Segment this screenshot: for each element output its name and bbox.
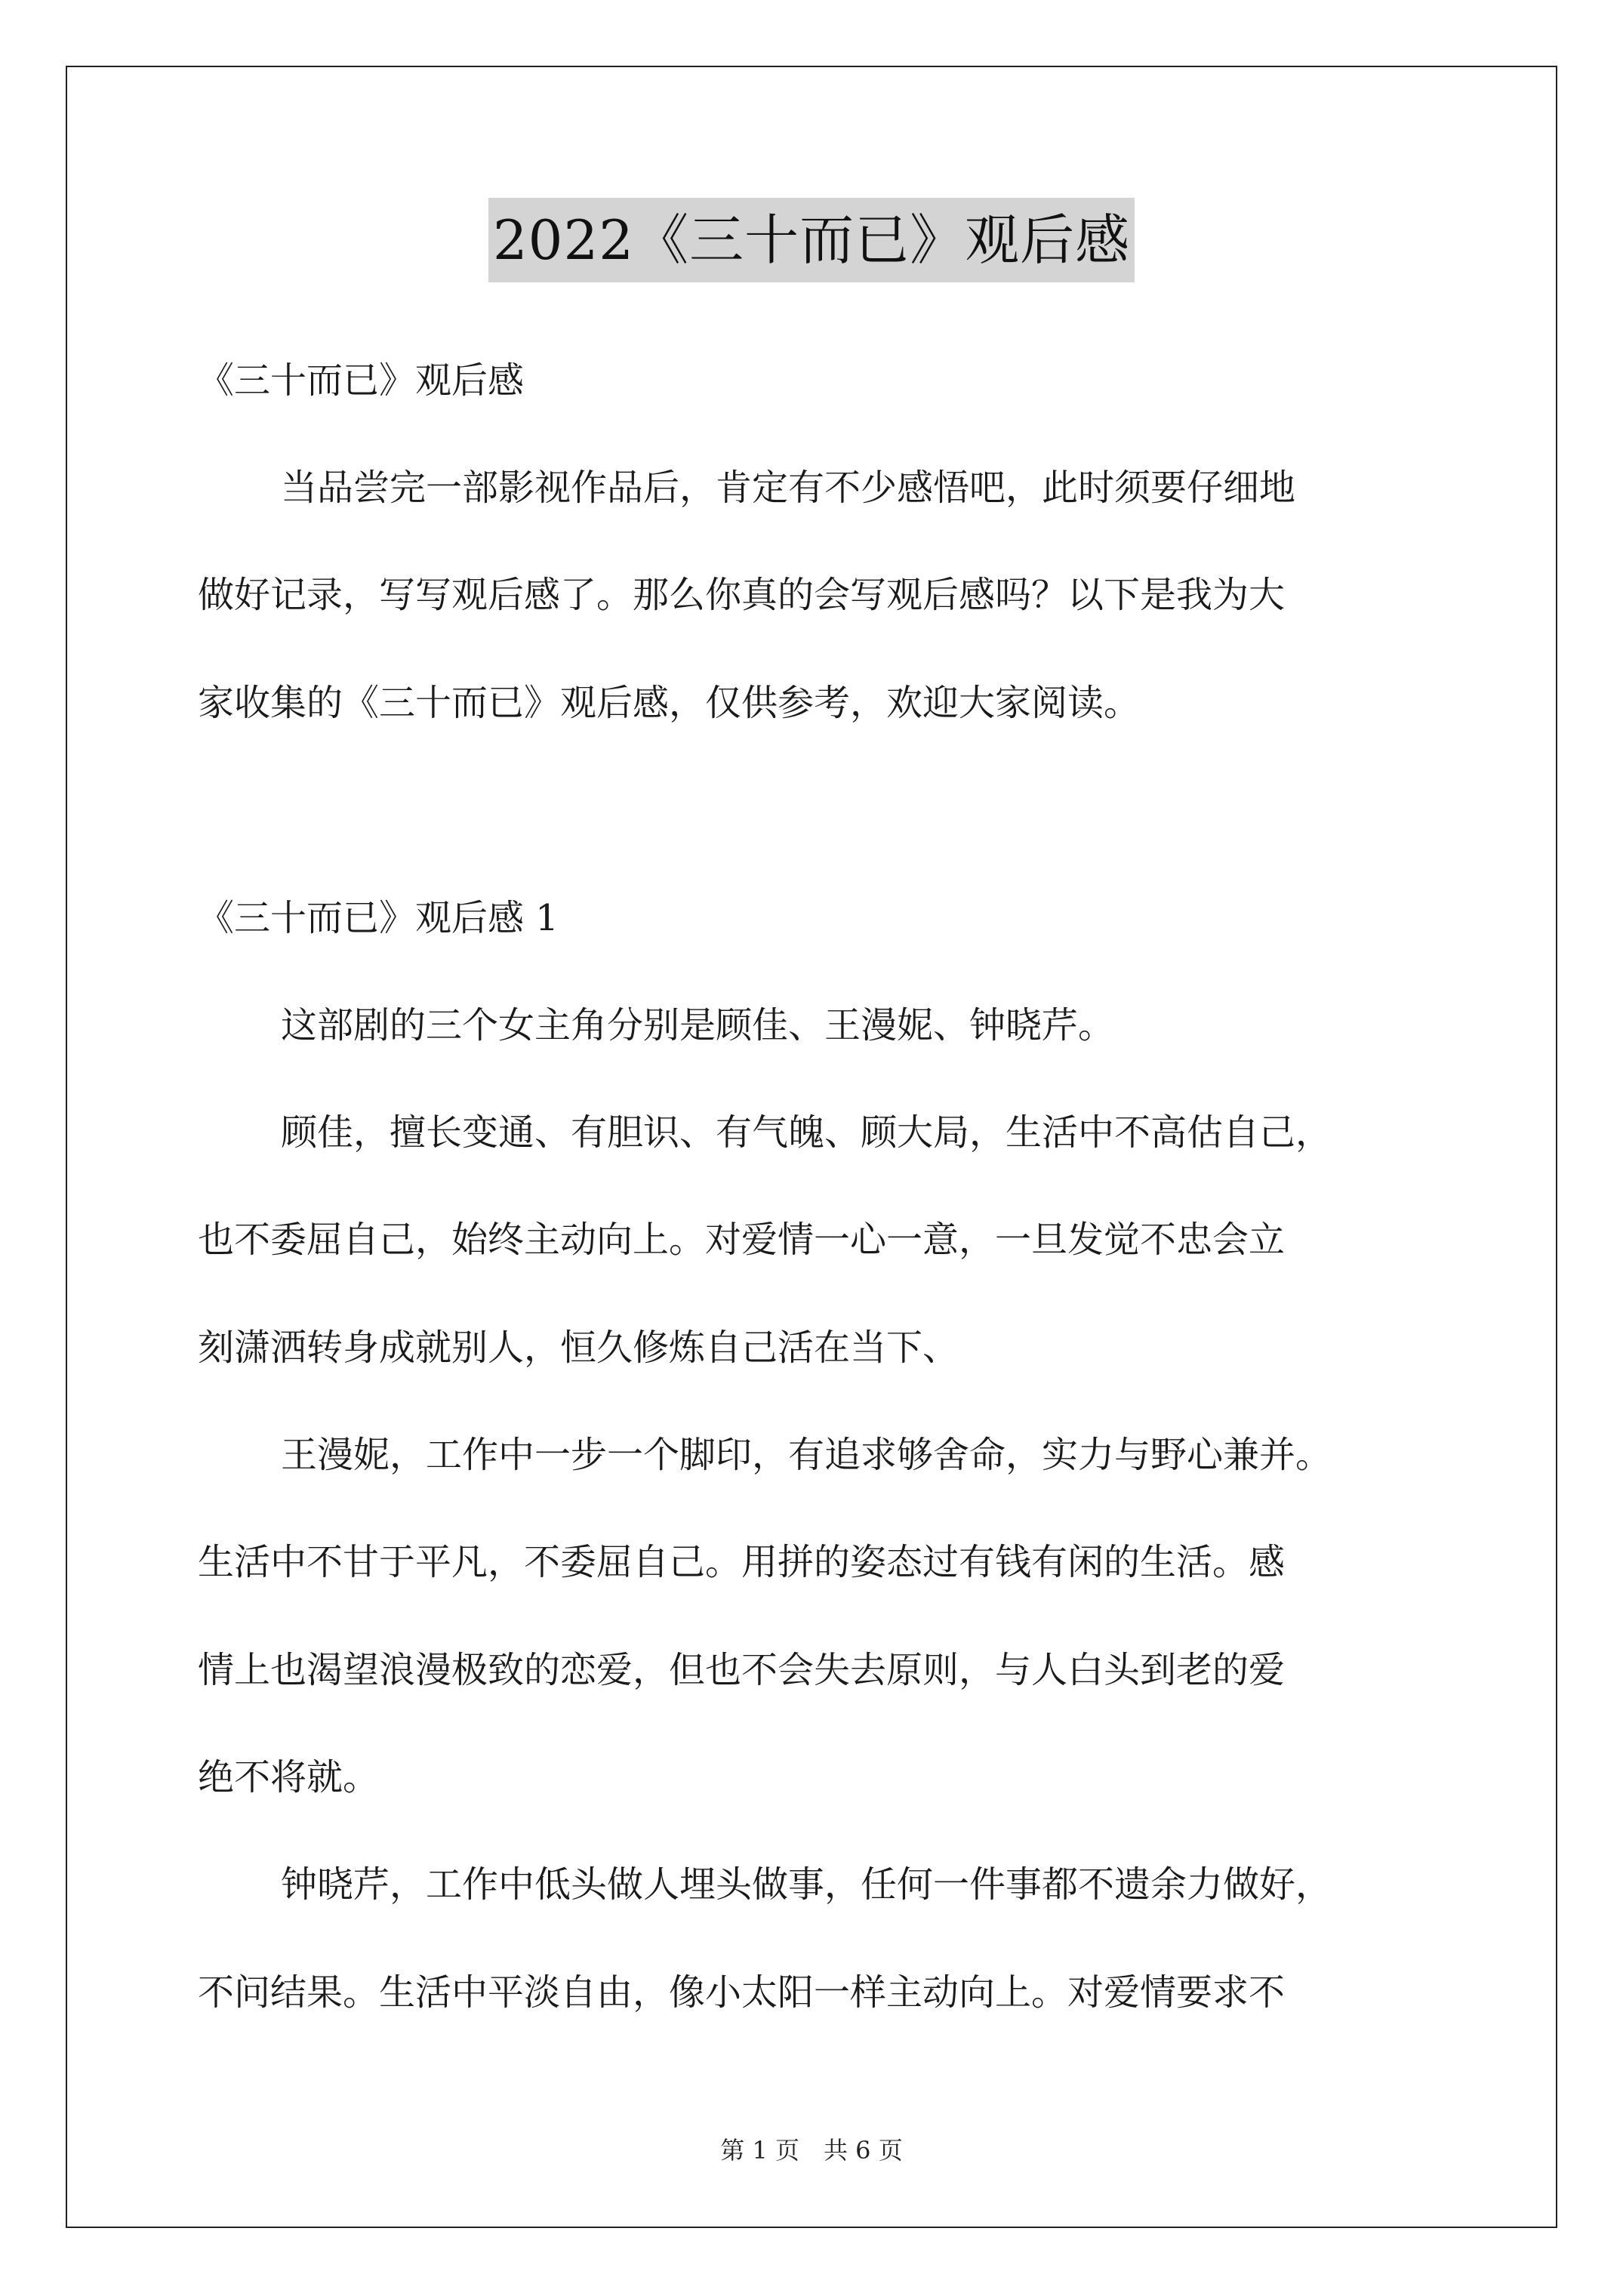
section1-line-8: 绝不将就。: [198, 1756, 380, 1798]
section1-line-3: 也不委屈自己，始终主动向上。对爱情一心一意，一旦发觉不忠会立: [198, 1219, 1286, 1261]
section1-line-9: 钟晓芹，工作中低头做人埋头做事，任何一件事都不遗余力做好，: [281, 1863, 1332, 1906]
intro-line-2: 做好记录，写写观后感了。那么你真的会写观后感吗？以下是我为大: [198, 574, 1286, 616]
section1-line-1: 这部剧的三个女主角分别是顾佳、王漫妮、钟晓芹。: [281, 1004, 1115, 1046]
section1-heading: 《三十而已》观后感 1: [198, 897, 559, 939]
document-title: 2022《三十而已》观后感: [488, 198, 1135, 282]
section1-line-7: 情上也渴望浪漫极致的恋爱，但也不会失去原则，与人白头到老的爱: [198, 1649, 1286, 1691]
page-footer: 第 1 页 共 6 页: [720, 2136, 903, 2165]
section1-line-10: 不问结果。生活中平淡自由，像小太阳一样主动向上。对爱情要求不: [198, 1971, 1286, 2014]
title-container: [0, 198, 1623, 282]
section1-line-5: 王漫妮，工作中一步一个脚印，有追求够舍命，实力与野心兼并。: [281, 1434, 1332, 1476]
intro-line-1: 当品尝完一部影视作品后，肯定有不少感悟吧，此时须要仔细地: [281, 467, 1296, 509]
section1-line-2: 顾佳，擅长变通、有胆识、有气魄、顾大局，生活中不高估自己，: [281, 1111, 1332, 1154]
section1-line-6: 生活中不甘于平凡，不委屈自己。用拼的姿态过有钱有闲的生活。感: [198, 1541, 1286, 1583]
intro-heading: 《三十而已》观后感: [198, 359, 525, 402]
section1-line-4: 刻潇洒转身成就别人，恒久修炼自己活在当下、: [198, 1327, 959, 1369]
intro-line-3: 家收集的《三十而已》观后感，仅供参考，欢迎大家阅读。: [198, 682, 1141, 724]
